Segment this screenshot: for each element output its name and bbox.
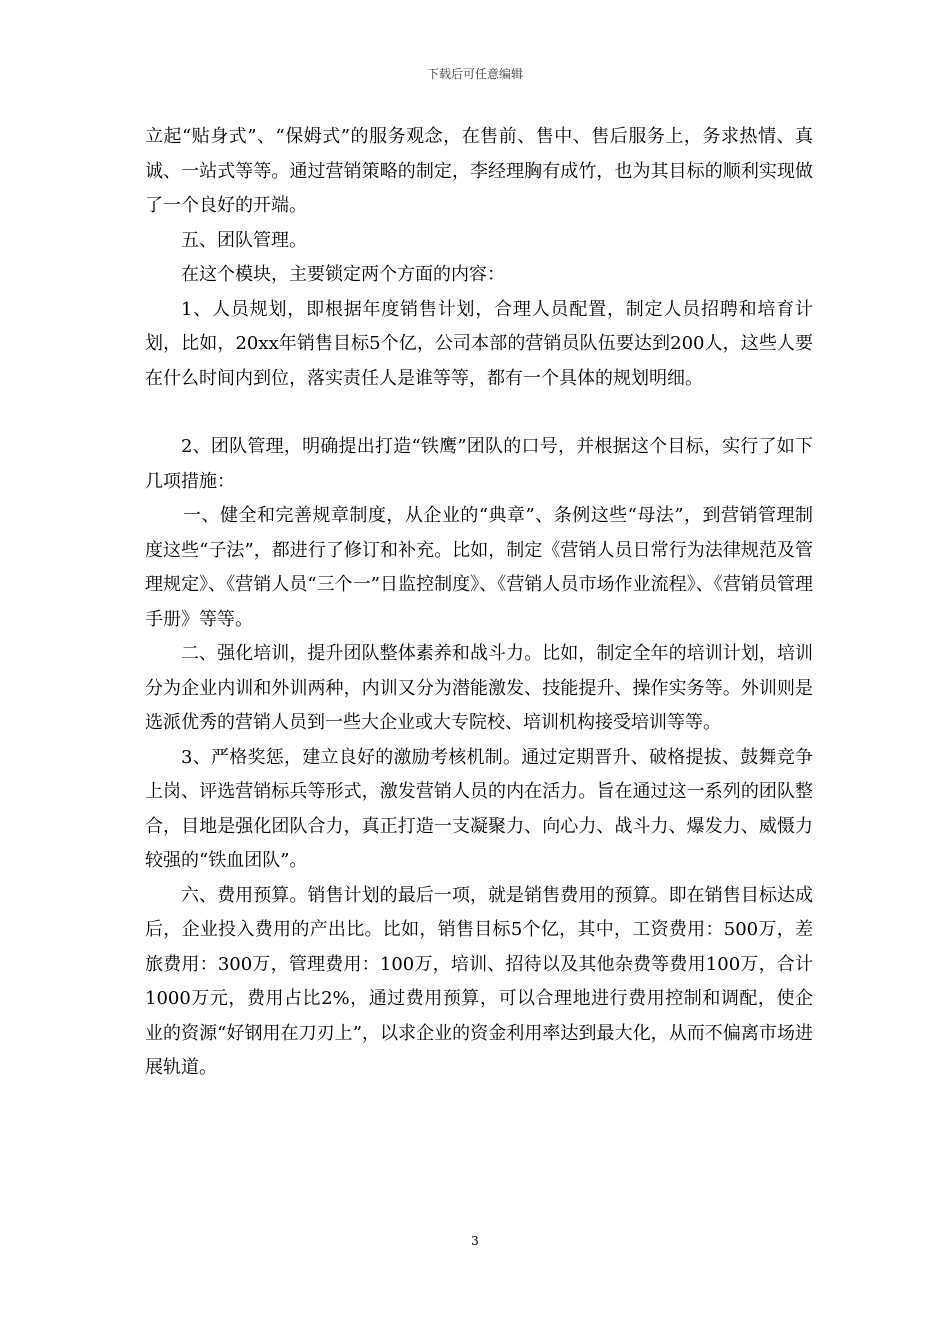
paragraph-team-management: 2、团队管理，明确提出打造“铁鹰”团队的口号，并根据这个目标，实行了如下几项措施： — [145, 436, 813, 492]
paragraph-cost-budget: 六、费用预算。销售计划的最后一项，就是销售费用的预算。即在销售目标达成后，企业投入费用的产出比。比如，销售目标5个亿，其中，工资费用：500万，差旅费用：300万，管理费用：100万，培训、招待以及其他杂费等费用100万，合计1000万元，费用占比2%，通过费用预算，可以合理地进行费用控制和调配，使企业的资源“好钢用在刀刃上”，以求企业的资金利用率达到最大化，从而不偏离市场进展轨道。 — [145, 884, 813, 1078]
paragraph-service-concept: 立起“贴身式”、“保姆式”的服务观念，在售前、售中、售后服务上，务求热情、真诚、一站式等等。通过营销策略的制定，李经理胸有成竹，也为其目标的顺利实现做了一个良好的开端。 — [145, 126, 813, 216]
page-header-note: 下载后可任意编辑 — [426, 67, 523, 81]
paragraph-rules-system: 一、健全和完善规章制度，从企业的“典章”、条例这些“母法”，到营销管理制度这些“子法”，都进行了修订和补充。比如，制定《营销人员日常行为法律规范及管理规定》、《营销人员“三个一”日监控制度》、《营销人员市场作业流程》、《营销员管理手册》等等。 — [145, 505, 813, 630]
paragraph-staff-planning: 1、人员规划，即根据年度销售计划，合理人员配置，制定人员招聘和培育计划，比如，20xx年销售目标5个亿，公司本部的营销员队伍要达到200人，这些人要在什么时间内到位，落实责任人是谁等等，都有一个具体的规划明细。 — [145, 298, 813, 389]
paragraph-module-intro: 在这个模块，主要锁定两个方面的内容： — [181, 264, 505, 285]
section-heading-team-management: 五、团队管理。 — [181, 229, 307, 251]
paragraph-training: 二、强化培训，提升团队整体素养和战斗力。比如，制定全年的培训计划，培训分为企业内训和外训两种，内训又分为潜能激发、技能提升、操作实务等。外训则是选派优秀的营销人员到一些大企业或大专院校、培训机构接受培训等等。 — [145, 643, 813, 733]
paragraph-rewards-penalties: 3、严格奖惩，建立良好的激励考核机制。通过定期晋升、破格提拔、鼓舞竞争上岗、评选营销标兵等形式，激发营销人员的内在活力。旨在通过这一系列的团队整合，目地是强化团队合力，真正打造一支凝聚力、向心力、战斗力、爆发力、威慑力较强的“铁血团队”。 — [145, 746, 813, 871]
document-body — [145, 120, 813, 1086]
page-number: 3 — [471, 1234, 479, 1248]
